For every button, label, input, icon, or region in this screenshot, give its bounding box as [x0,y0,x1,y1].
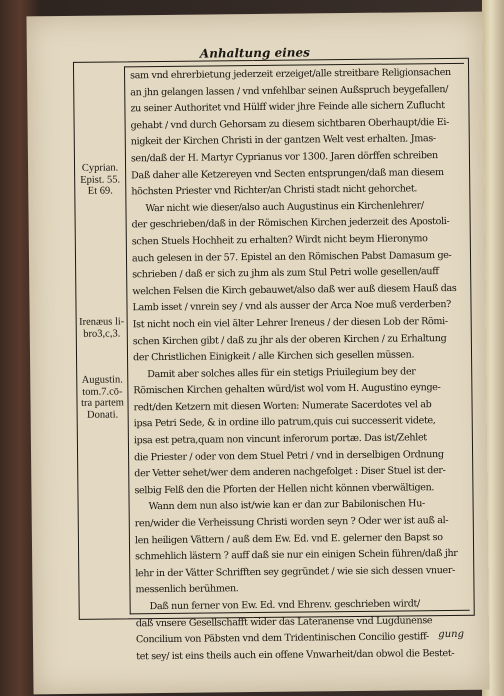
text-line: nigkeit der Kirchen Christi in der gantzen Welt vest erhalten. Jmas- [130,133,436,148]
text-line: War nicht wie dieser/also auch Augustinus ein Kirchenlehrer/ [145,200,424,214]
text-line: schmehlich lästern ? auff daß sie nur ein einigen Schein führen/daß jhr [135,548,458,563]
text-line: an jhn gelangen lassen / vnd vnfehlbar seinen Außspruch beygefallen/ [130,83,449,98]
text-line: Römischen Kirchen gehalten würd/ist wol vom H. Augustino eynge- [133,382,441,397]
text-line: schrieben / daß er sich zu jhm als zum Stul Petri wolle gesellen/auff [132,266,439,281]
text-line: sen/daß der H. Martyr Cyprianus vor 1300. Jaren dörffen schreiben [130,150,438,165]
text-line: Daß nun ferner von Ew. Ed. vnd Ehrenv. geschrieben wirdt/ [149,598,420,613]
text-line: zu seiner Authoritet vnd Hülff wider jhre Feinde alle sichern Zuflucht [130,100,445,115]
text-line: Wann dem nun also ist/wie kan er dan zur Babilonischen Hu- [148,498,425,513]
text-line: Daß daher alle Ketzereyen vnd Secten entsprungen/daß man diesem [131,166,444,181]
text-line: sam vnd ehrerbietung jederzeit erzeiget/alle streitbare Religionsachen [130,66,451,82]
text-line: tet sey/ ist eins theils auch ein offene Vnwarheit/dan obwol die Bestet- [136,647,455,663]
text-line: selbig Felß den die Pforten der Hellen nicht können vberwältigen. [134,482,435,497]
text-line: ipsa est petra,quam non vincunt inferorum portæ. Das ist/Zehlet [133,432,427,447]
margin-note-irenaeus: Irenæus li-bro3,c,3. [79,316,125,340]
margin-note-cyprian: Cyprian. Epist. 55. Et 69. [80,162,121,197]
margin-note-augustin: Augustin. tom.7.cō-tra partem Donati. [81,374,124,421]
text-line: gehabt / vnd durch Gehorsam zu diesem sichtbaren Oberhaupt/die Ei- [130,116,450,132]
running-head: Anhaltung eines [199,45,310,61]
text-line: Damit aber solches alles für ein stetigs Priuilegium bey der [147,366,416,380]
text-line: Lamb isset / vnrein sey / vnd als ausser der Arca Noe muß verderben? [132,299,452,314]
text-line: ren/wider die Verheissung Christi worden seyn ? Oder wer ist auß al- [134,515,449,530]
text-line: höchsten Priester vnd Richter/an Christi stadt nicht gehorchet. [131,183,418,198]
text-line: len heiligen Vättern / auß dem Ew. Ed. vnd E. gelerner den Bapst so [134,531,443,546]
body-text [130,65,470,666]
catchword: gung [438,628,465,641]
text-line: der geschrieben/daß in der Römischen Kirchen jederzeit des Apostoli- [131,216,450,231]
text-line: welchen Felsen die Kirch gebauwet/also daß wer auß diesem Hauß das [132,282,457,298]
text-line: der Vetter sehet/wer dem anderen nachgefolget : Diser Stuel ist der- [134,465,446,480]
text-line: die Priester / oder von dem Stuel Petri / vnd in derselbigen Ordnung [134,448,444,463]
text-line: daß vnsere Gesellschafft wider das Lateranense vnd Lugdunense [135,614,433,629]
text-line: messenlich berühmen. [135,583,239,596]
text-line: Concilium von Päbsten vnd dem Tridentinischen Concilio gestiff- [135,631,429,646]
text-line: lehr in der Vätter Schrifften sey gegründet / wie sie sich dessen vnuer- [135,564,456,580]
book-page [26,12,489,695]
text-line: der Christlichen Einigkeit / alle Kirchen sich gesellen müssen. [132,349,415,364]
text-frame [73,58,475,663]
text-line: redt/den Ketzern mit diesen Worten: Numerate Sacerdotes vel ab [133,399,432,414]
text-line: schen Kirchen gibt / daß zu jhr als der oberen Kirchen / zu Erhaltung [132,332,447,347]
text-line: auch gelesen in der 57. Epistel an den Römischen Pabst Damasum ge- [131,249,452,264]
text-line: schen Stuels Hochheit zu erhalten? Wirdt nicht beym Hieronymo [131,233,428,248]
text-line: Ist nicht noch ein viel älter Lehrer Ireneus / der diesen Lob der Römi- [132,315,448,331]
text-line: ipsa Petri Sede, & in ordine illo patrum,quis cui successerit videte, [133,415,436,430]
